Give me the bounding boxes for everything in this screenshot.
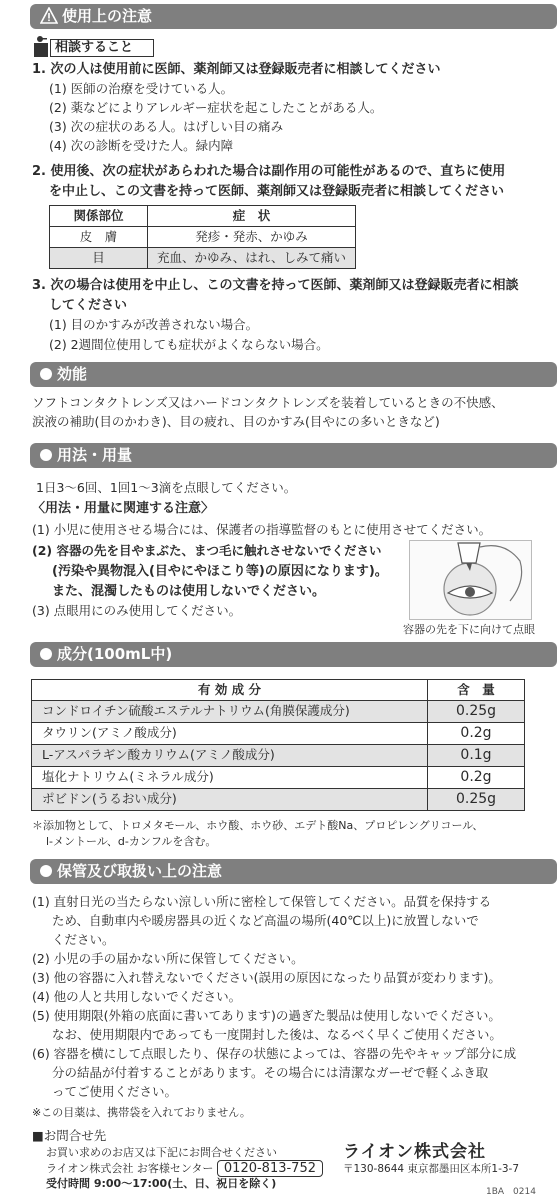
table-cell: 0.1g — [428, 745, 525, 767]
table-row — [32, 701, 525, 723]
company-logo-text: ライオン株式会社 — [343, 1142, 486, 1162]
warning-triangle-icon — [40, 7, 58, 24]
storage-line: (3) 他の容器に入れ替えないでください(誤用の原因になったり品質が変わります)。 — [32, 970, 501, 985]
table-header: 症 状 — [148, 206, 356, 227]
bag-note: ※この目薬は、携帯袋を入れておりません。 — [32, 1106, 251, 1119]
section-header-storage — [30, 859, 557, 884]
table-row — [50, 227, 356, 248]
section-header-usage — [30, 443, 557, 468]
usage-note-2-line1 — [32, 542, 381, 561]
caution-item-3-heading-line2: してください — [49, 298, 128, 313]
storage-line: (2) 小児の手の届かない所に保管してください。 — [32, 951, 304, 966]
bullet-icon — [40, 368, 52, 380]
additives-line1: ＊添加物として、トロメタモール、ホウ酸、ホウ砂、エデト酸Na、プロピレングリコール、 — [32, 819, 484, 832]
list-item: (1) 医師の治療を受けている人。 — [49, 81, 234, 96]
table-cell: 0.2g — [428, 767, 525, 789]
caution-item-2-heading-line1: 2. 使用後、次の症状があらわれた場合は副作用の可能性があるので、直ちに使用 — [32, 164, 506, 179]
caution-item-1-heading: 1. 次の人は使用前に医師、薬剤師又は登録販売者に相談してください — [32, 62, 441, 77]
caution-item-2-heading-line2: を中止し、この文書を持って医師、薬剤師又は登録販売者に相談してください — [49, 184, 505, 199]
contact-title: ■お問合せ先 — [32, 1128, 107, 1143]
table-cell: 目 — [50, 248, 148, 269]
table-cell: 発疹・発赤、かゆみ — [148, 227, 356, 248]
section-header-efficacy — [30, 362, 557, 387]
storage-line: ため、自動車内や暖房器具の近くなど高温の場所(40℃以上)に放置しないで — [52, 913, 479, 928]
efficacy-text-line2: 涙液の補助(目のかわき)、目の疲れ、目のかすみ(目やにの多いときなど) — [32, 414, 440, 429]
usage-note-1: (1) 小児に使用させる場合には、保護者の指導監督のもとに使用させてください。 — [32, 522, 492, 537]
table-cell: 0.2g — [428, 723, 525, 745]
section-title: 用法・用量 — [57, 446, 133, 464]
ingredients-table — [31, 679, 525, 811]
list-item: (3) 次の症状のある人。はげしい目の痛み — [49, 119, 284, 134]
storage-line: ください。 — [52, 932, 115, 947]
illustration-caption: 容器の先を下に向けて点眼 — [403, 623, 535, 636]
section-header-ingredients — [30, 642, 557, 667]
table-header: 含 量 — [428, 680, 525, 701]
table-row — [32, 745, 525, 767]
table-cell: 0.25g — [428, 789, 525, 811]
table-cell: 充血、かゆみ、はれ、しみて痛い — [148, 248, 356, 269]
contact-center-row — [46, 1160, 323, 1178]
eyedrop-illustration — [409, 540, 532, 620]
usage-note-3: (3) 点眼用にのみ使用してください。 — [32, 603, 242, 618]
efficacy-text-line1: ソフトコンタクトレンズ又はハードコンタクトレンズを装着しているときの不快感、 — [32, 395, 504, 410]
table-row — [50, 248, 356, 269]
section-title: 使用上の注意 — [62, 7, 153, 25]
storage-line: (4) 他の人と共用しないでください。 — [32, 989, 242, 1004]
list-item: (2) 薬などによりアレルギー症状を起こしたことがある人。 — [49, 100, 383, 115]
eyedrop-drawing-icon — [410, 541, 531, 619]
bullet-icon — [40, 449, 52, 461]
table-cell: 塩化ナトリウム(ミネラル成分) — [32, 767, 428, 789]
storage-line: 分の結晶が付着することがあります。その場合には清潔なガーゼで軽くふき取 — [52, 1065, 489, 1080]
bullet-icon — [40, 648, 52, 660]
consult-label: 相談すること — [50, 39, 154, 57]
company-address: 〒130-8644 東京都墨田区本所1-3-7 — [343, 1163, 520, 1175]
table-row — [32, 723, 525, 745]
contact-center: ライオン株式会社 お客様センター — [46, 1162, 214, 1175]
section-title: 成分(100mL中) — [57, 645, 173, 663]
storage-line: なお、使用期限内であっても一度開封した後は、なるべく早くご使用ください。 — [52, 1027, 502, 1042]
dosage-text: 1日3～6回、1回1～3滴を点眼してください。 — [36, 480, 297, 495]
storage-line: (1) 直射日光の当たらない涼しい所に密栓して保管してください。品質を保持する — [32, 894, 492, 909]
storage-line: (5) 使用期限(外箱の底面に書いてあります)の過ぎた製品は使用しないでください。 — [32, 1008, 501, 1023]
table-header: 有 効 成 分 — [32, 680, 428, 701]
symptom-table — [49, 205, 356, 269]
table-cell: コンドロイチン硫酸エステルナトリウム(角膜保護成分) — [32, 701, 428, 723]
usage-note-2-text: (2) 容器の先を目やまぶた、まつ毛に触れさせないでください — [32, 543, 382, 558]
table-cell: 皮 膚 — [50, 227, 148, 248]
usage-note-2-line2: (汚染や異物混入(目やにやほこり等)の原因になります)。 — [52, 564, 388, 579]
section-title: 保管及び取扱い上の注意 — [57, 862, 223, 880]
list-item: (4) 次の診断を受けた人。緑内障 — [49, 138, 234, 153]
list-item: (2) 2週間位使用しても症状がよくならない場合。 — [49, 337, 329, 352]
table-header: 関係部位 — [50, 206, 148, 227]
phone-number: 0120-813-752 — [217, 1160, 323, 1177]
table-row — [32, 767, 525, 789]
table-cell: タウリン(アミノ酸成分) — [32, 723, 428, 745]
caution-item-3-heading-line1: 3. 次の場合は使用を中止し、この文書を持って医師、薬剤師又は登録販売者に相談 — [32, 278, 519, 293]
section-header-caution — [30, 4, 557, 29]
table-cell: 0.25g — [428, 701, 525, 723]
section-title: 効能 — [57, 365, 88, 383]
usage-note-2-line3: また、混濁したものは使用しないでください。 — [52, 584, 326, 599]
usage-related-title: 〈用法・用量に関連する注意〉 — [32, 501, 215, 516]
table-cell: L-アスパラギン酸カリウム(アミノ酸成分) — [32, 745, 428, 767]
table-cell: ポビドン(うるおい成分) — [32, 789, 428, 811]
contact-line1: お買い求めのお店又は下記にお問合せください — [46, 1146, 277, 1159]
additives-line2: l-メントール、d-カンフルを含む。 — [46, 835, 217, 848]
contact-hours: 受付時間 9:00～17:00(土、日、祝日を除く) — [46, 1177, 277, 1190]
list-item: (1) 目のかすみが改善されない場合。 — [49, 317, 259, 332]
product-code: 1BA 0214 — [486, 1187, 536, 1197]
bullet-icon — [40, 865, 52, 877]
storage-line: (6) 容器を横にして点眼したり、保存の状態によっては、容器の先やキャップ部分に成 — [32, 1046, 517, 1061]
consult-icon — [34, 35, 49, 57]
table-row — [32, 789, 525, 811]
storage-line: ってご使用ください。 — [52, 1084, 178, 1099]
